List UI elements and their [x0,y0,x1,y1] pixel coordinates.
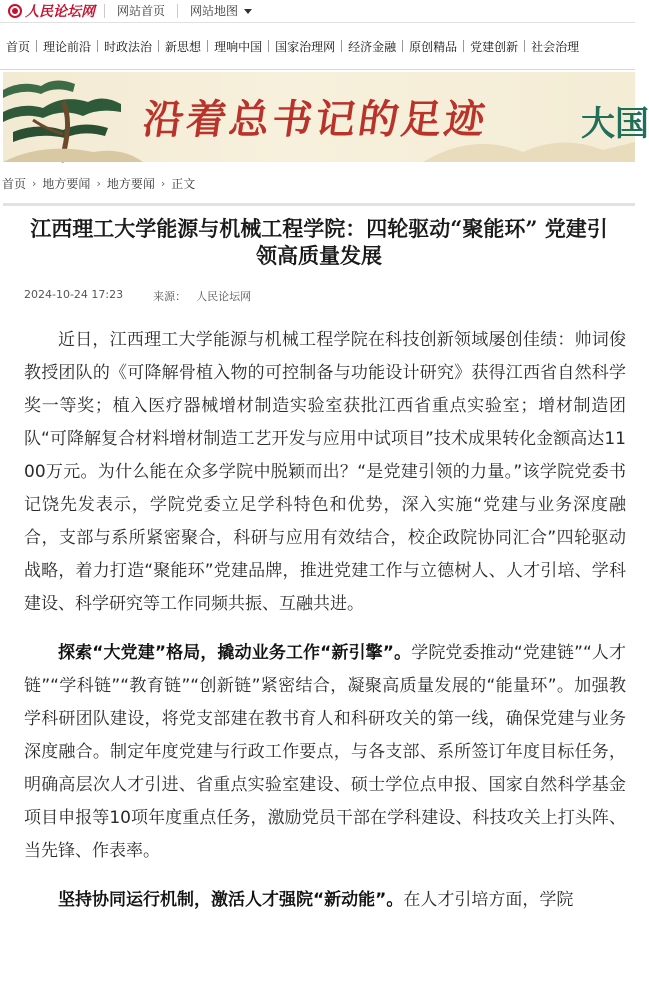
paragraph-lead: 坚持协同运行机制，激活人才强院“新动能”。 [58,890,404,910]
logo-text: 人民论坛网 [25,4,95,20]
nav-item-party-building[interactable]: 党建创新 [470,39,519,54]
breadcrumb-local-news-2[interactable]: 地方要闻 [106,176,155,191]
paragraph-lead: 探索“大党建”格局，撬动业务工作“新引擎”。 [58,643,412,663]
chevron-down-icon [244,9,252,14]
site-logo[interactable] [0,0,104,23]
sitemap-label: 网站地图 [190,4,239,18]
top-bar [0,0,635,23]
article-date: 2024-10-24 17:23 [24,288,124,301]
home-link[interactable]: 网站首页 [104,4,177,18]
article-paragraph: 近日，江西理工大学能源与机械工程学院在科技创新领域屡创佳绩：帅词俊教授团队的《可降解骨植入物的可控制备与功能设计研究》获得江西省自然科学奖一等奖；植入医疗器械增材制造实验室获批江西省重点实验室；增材制造团队“可降解复合材料增材制造工艺开发与应用中试项目”技术成果转化金额高达1100万元。为什么能在众多学院中脱颖而出？“是党建引领的力量。”该学院党委书记饶先发表示，学院党委立足学科特色和优势，深入实施“党建与业务深度融合，支部与系所紧密聚合，科研与应用有效结合，校企政院协同汇合”四轮驱动战略，着力打造“聚能环”党建品牌，推进党建工作与立德树人、人才引培、学科建设、科学研究等工作同频共振、互融共进。 [24,330,626,614]
sitemap-link[interactable] [177,4,264,18]
banner[interactable] [3,72,649,162]
article-source[interactable]: 人民论坛网 [196,290,252,303]
nav-item-governance[interactable]: 国家治理网 [275,39,336,54]
breadcrumb-local-news[interactable]: 地方要闻 [42,176,91,191]
nav-item-theory[interactable]: 理论前沿 [43,39,92,54]
chevron-right-icon: › [160,176,166,190]
chevron-right-icon: › [32,176,37,190]
nav-item-economy[interactable]: 经济金融 [348,39,397,54]
source-label: 来源： [153,290,187,303]
breadcrumb-current: 正文 [171,176,196,191]
divider [3,203,635,206]
nav-item-lixiang-china[interactable]: 理响中国 [214,39,263,54]
nav-item-original[interactable]: 原创精品 [409,39,458,54]
paragraph-text: 学院党委推动“党建链”“人才链”“学科链”“教育链”“创新链”紧密结合，凝聚高质量发展的“能量环”。加强教学科研团队建设，将党支部建在教书育人和科研攻关的第一线，确保党建与业务深度融合。制定年度党建与行政工作要点，与各支部、系所签订年度目标任务，明确高层次人才引进、省重点实验室建设、硕士学位点申报、国家自然科学基金项目申报等10项年度重点任务，激励党员干部在学科建设、科技攻关上打头阵、当先锋、作表率。 [24,643,626,861]
main-nav [0,23,635,70]
article-paragraph [24,637,626,868]
nav-item-new-thought[interactable]: 新思想 [165,39,202,54]
article-title: 江西理工大学能源与机械工程学院：四轮驱动“聚能环” 党建引领高质量发展 [30,216,608,268]
top-links [104,4,264,18]
article-body [24,324,626,933]
nav-item-politics-law[interactable]: 时政法治 [104,39,153,54]
banner-title: 沿着总书记的足迹 [140,96,491,143]
article-paragraph [24,884,626,917]
banner-side-text: 大国 [581,104,649,144]
nav-item-home[interactable]: 首页 [6,39,31,54]
paragraph-text: 在人才引培方面，学院 [403,890,574,910]
article-meta [24,288,251,304]
nav-item-social-governance[interactable]: 社会治理 [531,39,580,54]
breadcrumb [0,175,195,191]
chevron-right-icon: › [96,176,101,190]
breadcrumb-home[interactable]: 首页 [2,176,27,191]
logo-mark-icon [8,4,22,18]
